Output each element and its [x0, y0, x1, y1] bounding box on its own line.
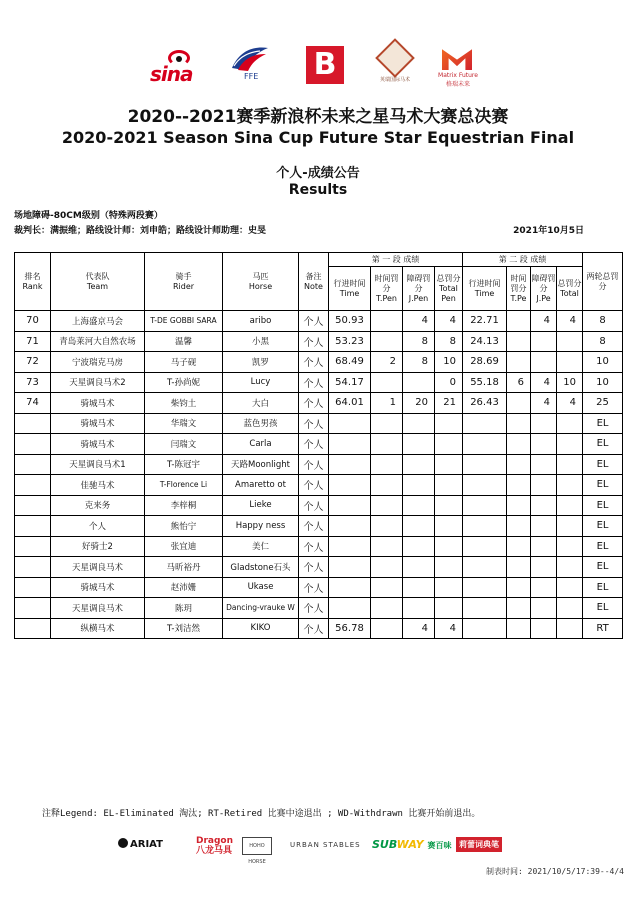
p2-total-cell [557, 352, 583, 373]
note-cell: 个人 [299, 413, 329, 434]
p2-total-cell [557, 434, 583, 455]
p1-time-cell: 50.93 [329, 311, 371, 332]
p1-time-cell [329, 557, 371, 578]
p1-time-cell [329, 454, 371, 475]
p2-time-cell [463, 434, 507, 455]
p1-time-cell [329, 516, 371, 537]
p2-tpen-cell [507, 495, 531, 516]
subway-logo: SUBWAY 赛百味 [372, 838, 452, 851]
horse-cell: KIKO [223, 618, 299, 639]
results-table [14, 252, 623, 639]
header-two-round-total: 两轮总罚分 [583, 253, 623, 311]
ariat-horse-icon [118, 838, 128, 848]
rider-cell: 闫瑞文 [145, 434, 223, 455]
horse-cell: Gladstone石头 [223, 557, 299, 578]
horse-cell: Dancing-vrauke W [223, 598, 299, 619]
b-brand-logo [306, 46, 344, 84]
p1-jpen-cell [403, 372, 435, 393]
p2-tpen-cell [507, 475, 531, 496]
table-row [15, 557, 623, 578]
team-cell: 天星调良马术 [51, 557, 145, 578]
p1-total-cell [435, 454, 463, 475]
p2-time-cell: 55.18 [463, 372, 507, 393]
p1-time-cell [329, 434, 371, 455]
p2-time-cell [463, 536, 507, 557]
matrix-m-icon [442, 44, 472, 70]
note-cell: 个人 [299, 577, 329, 598]
b-logo-glyph: B [313, 47, 337, 82]
horse-logo-text: 英瑞国际马术 [379, 77, 410, 83]
two-round-total-cell: 8 [583, 311, 623, 332]
p2-jpen-cell [531, 577, 557, 598]
team-cell: 上海盛京马会 [51, 311, 145, 332]
p1-tpen-cell [371, 372, 403, 393]
p1-jpen-cell [403, 434, 435, 455]
results-body [15, 311, 623, 639]
p2-tpen-cell [507, 352, 531, 373]
p1-time-cell: 68.49 [329, 352, 371, 373]
rider-cell: 熊怡宁 [145, 516, 223, 537]
p2-jpen-cell [531, 434, 557, 455]
team-cell: 个人 [51, 516, 145, 537]
p2-jpen-cell [531, 536, 557, 557]
sina-logo-text: sina [150, 62, 193, 86]
p1-tpen-cell [371, 331, 403, 352]
rank-cell [15, 516, 51, 537]
rider-cell: T-DE GOBBI SARA [145, 311, 223, 332]
team-cell: 好骑士2 [51, 536, 145, 557]
header-phase1: 第 一 段 成绩 [329, 253, 463, 267]
matrix-logo-text: Matrix Future 格瑞未来 [438, 72, 478, 88]
p1-total-cell: 4 [435, 618, 463, 639]
horse-cell: 大白 [223, 393, 299, 414]
rider-cell: 陈玥 [145, 598, 223, 619]
urban-stables-logo: URBAN STABLES [290, 841, 361, 849]
rider-cell: 温馨 [145, 331, 223, 352]
p1-time-cell [329, 577, 371, 598]
p2-total-cell [557, 618, 583, 639]
note-cell: 个人 [299, 311, 329, 332]
team-cell: 天星调良马术 [51, 598, 145, 619]
p2-time-cell [463, 557, 507, 578]
header-logos [0, 44, 636, 86]
p1-tpen-cell [371, 434, 403, 455]
team-cell: 骑城马术 [51, 393, 145, 414]
p1-jpen-cell [403, 557, 435, 578]
p2-tpen-cell [507, 516, 531, 537]
p2-total-cell [557, 454, 583, 475]
p2-jpen-cell: 4 [531, 311, 557, 332]
hoho-horse-logo: HOHO HORSE [242, 837, 272, 855]
p1-total-cell [435, 434, 463, 455]
subtitle-cn: 个人-成绩公告 [276, 166, 360, 181]
p1-time-cell [329, 413, 371, 434]
two-round-total-cell: EL [583, 413, 623, 434]
rank-cell [15, 434, 51, 455]
p2-total-cell [557, 536, 583, 557]
horse-cell: Lucy [223, 372, 299, 393]
p1-jpen-cell: 8 [403, 331, 435, 352]
p2-tpen-cell [507, 536, 531, 557]
rider-cell: T-陈冠宇 [145, 454, 223, 475]
table-row [15, 413, 623, 434]
dragon-logo: Dragon 八龙马具 [196, 836, 234, 856]
p1-time-cell: 54.17 [329, 372, 371, 393]
p1-total-cell: 4 [435, 311, 463, 332]
note-cell: 个人 [299, 434, 329, 455]
p1-time-cell: 64.01 [329, 393, 371, 414]
dictionary-pen-logo: 莉蕾词典笔 [456, 837, 502, 852]
horse-cell: 美仁 [223, 536, 299, 557]
rank-cell: 70 [15, 311, 51, 332]
p2-tpen-cell [507, 413, 531, 434]
team-cell: 天星调良马术1 [51, 454, 145, 475]
title-en: 2020-2021 Season Sina Cup Future Star Equestrian Final [61, 128, 575, 147]
event-class: 场地障碍-80CM级别（特殊两段赛） [14, 211, 163, 221]
p1-jpen-cell [403, 577, 435, 598]
table-row [15, 311, 623, 332]
p2-jpen-cell [531, 598, 557, 619]
p1-tpen-cell [371, 475, 403, 496]
p2-total-cell [557, 413, 583, 434]
p1-tpen-cell [371, 495, 403, 516]
p2-total-cell [557, 475, 583, 496]
rank-cell: 74 [15, 393, 51, 414]
header-note: 备注 Note [299, 253, 329, 311]
p2-jpen-cell: 4 [531, 372, 557, 393]
p2-time-cell: 22.71 [463, 311, 507, 332]
p2-jpen-cell [531, 516, 557, 537]
p1-tpen-cell [371, 598, 403, 619]
team-cell: 天星调良马术2 [51, 372, 145, 393]
p2-total-cell [557, 331, 583, 352]
table-row [15, 352, 623, 373]
p1-tpen-cell [371, 618, 403, 639]
rank-cell: 71 [15, 331, 51, 352]
header-horse: 马匹 Horse [223, 253, 299, 311]
header-p1-tpen: 时间罚分 T.Pen [371, 267, 403, 311]
p2-jpen-cell [531, 618, 557, 639]
rider-cell: 张宜迪 [145, 536, 223, 557]
rider-cell: 马子砚 [145, 352, 223, 373]
rider-cell: 马昕裕丹 [145, 557, 223, 578]
rank-cell [15, 598, 51, 619]
rank-cell [15, 454, 51, 475]
table-row [15, 618, 623, 639]
p2-tpen-cell: 6 [507, 372, 531, 393]
table-row [15, 495, 623, 516]
p1-total-cell [435, 598, 463, 619]
horse-cell: 蓝色男孩 [223, 413, 299, 434]
p1-total-cell [435, 557, 463, 578]
p1-tpen-cell [371, 557, 403, 578]
header-rank: 排名 Rank [15, 253, 51, 311]
rank-cell [15, 618, 51, 639]
p1-tpen-cell [371, 516, 403, 537]
p2-tpen-cell [507, 393, 531, 414]
p1-time-cell [329, 475, 371, 496]
horse-cell: 天路Moonlight [223, 454, 299, 475]
p1-jpen-cell [403, 516, 435, 537]
table-row [15, 598, 623, 619]
ariat-logo: ARIAT [118, 838, 163, 850]
p1-jpen-cell [403, 495, 435, 516]
horse-cell: aribo [223, 311, 299, 332]
p1-time-cell: 56.78 [329, 618, 371, 639]
p2-time-cell: 24.13 [463, 331, 507, 352]
p1-total-cell [435, 475, 463, 496]
p2-jpen-cell [531, 331, 557, 352]
two-round-total-cell: EL [583, 495, 623, 516]
ffe-wing-icon [230, 46, 270, 72]
table-row [15, 393, 623, 414]
note-cell: 个人 [299, 516, 329, 537]
table-row [15, 434, 623, 455]
p1-total-cell: 8 [435, 331, 463, 352]
p2-time-cell [463, 475, 507, 496]
team-cell: 佳驰马术 [51, 475, 145, 496]
horse-cell: Lieke [223, 495, 299, 516]
p2-jpen-cell [531, 557, 557, 578]
two-round-total-cell: EL [583, 598, 623, 619]
p1-total-cell: 10 [435, 352, 463, 373]
p2-jpen-cell: 4 [531, 393, 557, 414]
p1-total-cell [435, 516, 463, 537]
two-round-total-cell: EL [583, 536, 623, 557]
p1-jpen-cell [403, 454, 435, 475]
note-cell: 个人 [299, 475, 329, 496]
header-p2-tpen: 时间罚分 T.Pe [507, 267, 531, 311]
p2-jpen-cell [531, 352, 557, 373]
table-row [15, 331, 623, 352]
p1-tpen-cell [371, 536, 403, 557]
p2-jpen-cell [531, 413, 557, 434]
rank-cell [15, 413, 51, 434]
p2-time-cell [463, 618, 507, 639]
team-cell: 青岛莱河大自然农场 [51, 331, 145, 352]
title-cn: 2020--2021赛季新浪杯未来之星马术大赛总决赛 [127, 107, 509, 127]
team-cell: 克来务 [51, 495, 145, 516]
ffe-logo-text: FFE [244, 72, 259, 81]
p2-tpen-cell [507, 557, 531, 578]
header-p2-total: 总罚分 Total [557, 267, 583, 311]
p2-total-cell [557, 577, 583, 598]
p1-jpen-cell: 8 [403, 352, 435, 373]
team-cell: 骑城马术 [51, 577, 145, 598]
two-round-total-cell: 8 [583, 331, 623, 352]
note-cell: 个人 [299, 557, 329, 578]
p1-jpen-cell [403, 413, 435, 434]
matrix-future-logo [434, 44, 482, 86]
two-round-total-cell: 25 [583, 393, 623, 414]
p2-tpen-cell [507, 454, 531, 475]
header-p1-total: 总罚分 Total Pen [435, 267, 463, 311]
horse-cell: Ukase [223, 577, 299, 598]
p2-time-cell [463, 495, 507, 516]
legend-note: 注释Legend: EL-Eliminated 淘汰; RT-Retired 比赛中途退出 ; WD-Withdrawn 比赛开始前退出。 [42, 809, 481, 819]
ffe-logo [224, 46, 276, 86]
p1-tpen-cell: 1 [371, 393, 403, 414]
p2-total-cell: 4 [557, 393, 583, 414]
p1-total-cell: 21 [435, 393, 463, 414]
rank-cell: 72 [15, 352, 51, 373]
team-cell: 宁波瑞克马房 [51, 352, 145, 373]
rank-cell [15, 557, 51, 578]
table-row [15, 454, 623, 475]
p2-time-cell: 28.69 [463, 352, 507, 373]
p1-total-cell [435, 536, 463, 557]
p2-total-cell: 10 [557, 372, 583, 393]
p2-tpen-cell [507, 598, 531, 619]
table-row [15, 372, 623, 393]
p1-time-cell [329, 495, 371, 516]
two-round-total-cell: RT [583, 618, 623, 639]
p2-time-cell [463, 413, 507, 434]
p2-total-cell [557, 598, 583, 619]
table-row [15, 577, 623, 598]
note-cell: 个人 [299, 352, 329, 373]
rank-cell [15, 577, 51, 598]
rider-cell: T-刘洁然 [145, 618, 223, 639]
rider-cell: 赵沛姗 [145, 577, 223, 598]
horse-cell: Carla [223, 434, 299, 455]
horse-club-logo [372, 44, 418, 86]
note-cell: 个人 [299, 372, 329, 393]
table-row [15, 536, 623, 557]
header-p1-jpen: 障碍罚分 J.Pen [403, 267, 435, 311]
two-round-total-cell: 10 [583, 352, 623, 373]
note-cell: 个人 [299, 495, 329, 516]
two-round-total-cell: EL [583, 454, 623, 475]
rank-cell: 73 [15, 372, 51, 393]
p2-tpen-cell [507, 618, 531, 639]
p2-time-cell: 26.43 [463, 393, 507, 414]
p1-jpen-cell: 20 [403, 393, 435, 414]
rider-cell: T-孙尚妮 [145, 372, 223, 393]
two-round-total-cell: EL [583, 434, 623, 455]
p2-time-cell [463, 577, 507, 598]
p1-tpen-cell [371, 577, 403, 598]
team-cell: 纵横马术 [51, 618, 145, 639]
horse-cell: 小黑 [223, 331, 299, 352]
p1-tpen-cell [371, 413, 403, 434]
made-time: 制表时间: 2021/10/5/17:39--4/4 [486, 867, 624, 876]
rank-cell [15, 536, 51, 557]
header-p1-time: 行进时间 Time [329, 267, 371, 311]
horse-cell: Happy ness [223, 516, 299, 537]
p2-jpen-cell [531, 475, 557, 496]
table-row [15, 516, 623, 537]
p2-time-cell [463, 516, 507, 537]
p2-jpen-cell [531, 454, 557, 475]
header-p2-time: 行进时间 Time [463, 267, 507, 311]
p2-jpen-cell [531, 495, 557, 516]
p1-tpen-cell [371, 454, 403, 475]
p1-tpen-cell: 2 [371, 352, 403, 373]
p2-total-cell [557, 516, 583, 537]
two-round-total-cell: 10 [583, 372, 623, 393]
p2-tpen-cell [507, 331, 531, 352]
two-round-total-cell: EL [583, 516, 623, 537]
p1-time-cell: 53.23 [329, 331, 371, 352]
note-cell: 个人 [299, 393, 329, 414]
subtitle-en: Results [288, 182, 348, 198]
p1-time-cell [329, 536, 371, 557]
header-team: 代表队 Team [51, 253, 145, 311]
p2-tpen-cell [507, 434, 531, 455]
rank-cell [15, 475, 51, 496]
note-cell: 个人 [299, 598, 329, 619]
p1-time-cell [329, 598, 371, 619]
officials-line: 裁判长：满振维；路线设计师：刘申皓；路线设计师助理：史旻 [14, 226, 267, 236]
note-cell: 个人 [299, 536, 329, 557]
p2-total-cell [557, 495, 583, 516]
rider-cell: 柴钧土 [145, 393, 223, 414]
header-p2-jpen: 障碍罚分 J.Pe [531, 267, 557, 311]
p1-total-cell [435, 495, 463, 516]
horse-emblem-icon [375, 38, 415, 78]
p1-jpen-cell [403, 475, 435, 496]
header-rider: 骑手 Rider [145, 253, 223, 311]
rider-cell: 李梓桐 [145, 495, 223, 516]
team-cell: 骑城马术 [51, 413, 145, 434]
p2-tpen-cell [507, 577, 531, 598]
horse-cell: Amaretto ot [223, 475, 299, 496]
horse-cell: 凯罗 [223, 352, 299, 373]
rider-cell: T-Florence Li [145, 475, 223, 496]
p2-time-cell [463, 598, 507, 619]
p2-time-cell [463, 454, 507, 475]
sponsor-bar [0, 836, 636, 865]
two-round-total-cell: EL [583, 475, 623, 496]
two-round-total-cell: EL [583, 577, 623, 598]
sina-logo [150, 50, 208, 86]
p1-jpen-cell: 4 [403, 618, 435, 639]
note-cell: 个人 [299, 454, 329, 475]
table-row [15, 475, 623, 496]
team-cell: 骑城马术 [51, 434, 145, 455]
header-phase2: 第 二 段 成绩 [463, 253, 583, 267]
p1-total-cell [435, 413, 463, 434]
p2-total-cell: 4 [557, 311, 583, 332]
p2-tpen-cell [507, 311, 531, 332]
p2-total-cell [557, 557, 583, 578]
p1-total-cell: 0 [435, 372, 463, 393]
p1-total-cell [435, 577, 463, 598]
note-cell: 个人 [299, 331, 329, 352]
p1-jpen-cell: 4 [403, 311, 435, 332]
rider-cell: 华瑞文 [145, 413, 223, 434]
event-date: 2021年10月5日 [513, 226, 584, 236]
note-cell: 个人 [299, 618, 329, 639]
p1-jpen-cell [403, 536, 435, 557]
rank-cell [15, 495, 51, 516]
p1-jpen-cell [403, 598, 435, 619]
p1-tpen-cell [371, 311, 403, 332]
two-round-total-cell: EL [583, 557, 623, 578]
